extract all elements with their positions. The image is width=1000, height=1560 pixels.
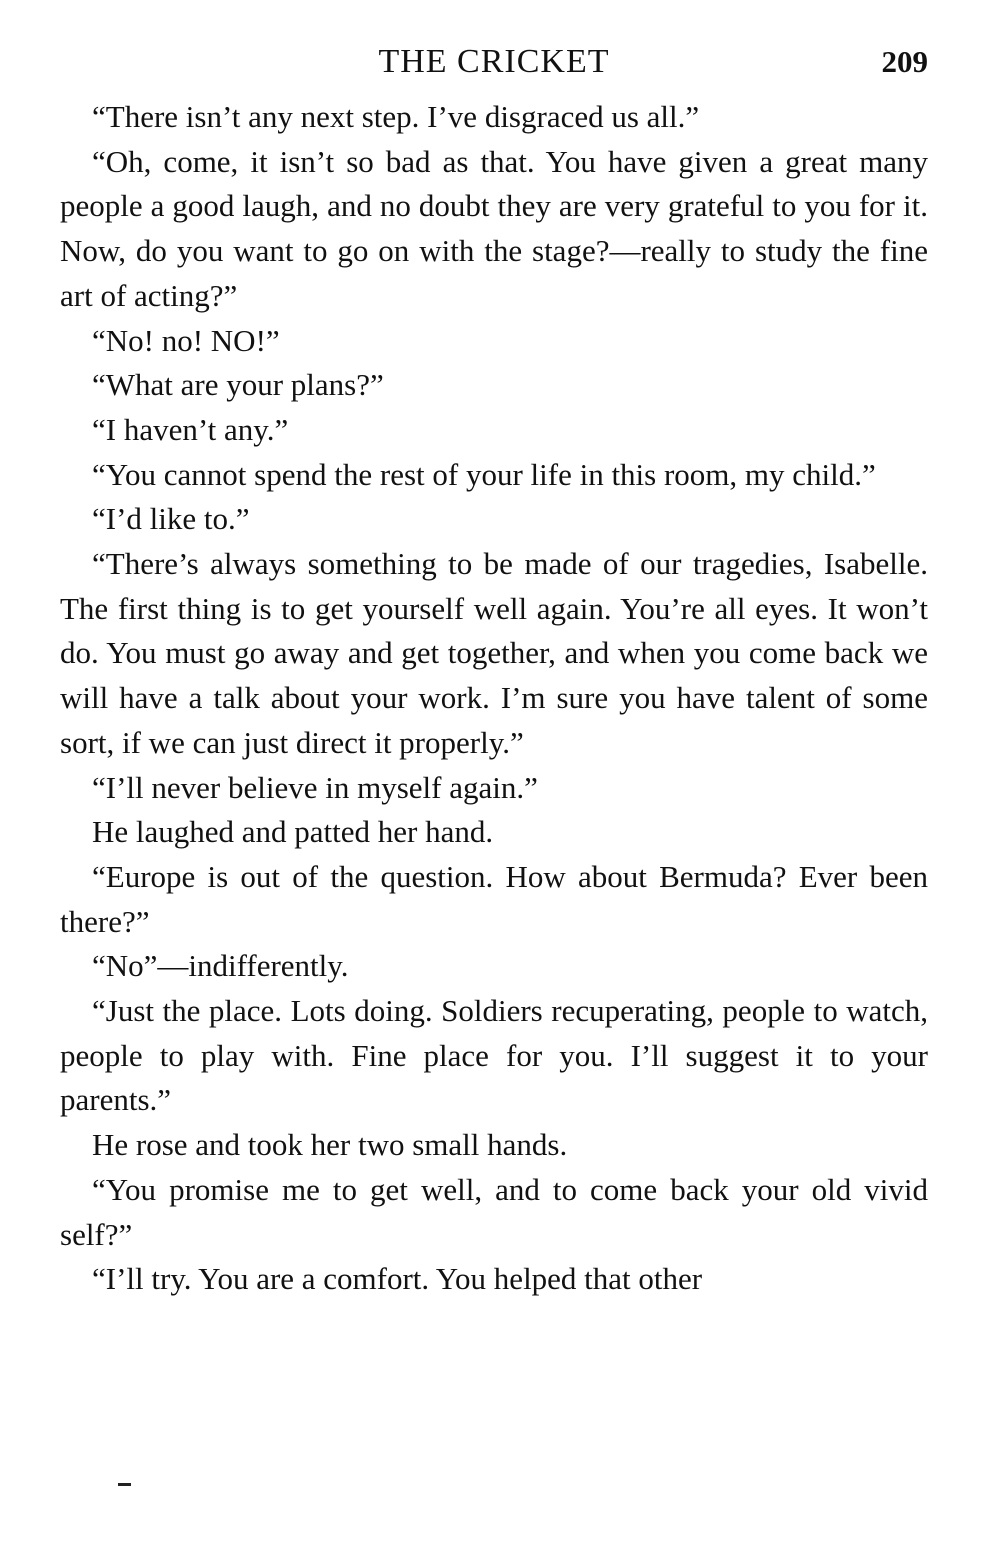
paragraph: “Europe is out of the question. How about Bermuda? Ever been there?” (60, 858, 928, 939)
running-title: THE CRICKET (378, 43, 610, 80)
page-header (60, 38, 928, 86)
paragraph: “No”—indifferently. (92, 948, 349, 984)
paragraph: “You promise me to get well, and to come back your old vivid self?” (60, 1171, 928, 1252)
paragraph: “I haven’t any.” (92, 411, 289, 447)
paragraph: He rose and took her two small hands. (92, 1127, 568, 1163)
body-text (60, 95, 928, 1302)
paragraph: He laughed and patted her hand. (92, 814, 494, 850)
paragraph: “Oh, come, it isn’t so bad as that. You have given a great many people a good laugh, and no doubt they are very grateful to you for it. Now, do you want to go on with the stage?—really to study the fine art of acting?” (60, 143, 928, 313)
paragraph: “You cannot spend the rest of your life in this room, my child.” (92, 456, 876, 492)
paragraph: “I’ll try. You are a comfort. You helped that other (92, 1261, 703, 1297)
paragraph: “Just the place. Lots doing. Soldiers recuperating, people to watch, people to play with. Fine place for you. I’ll suggest it to your parents.” (60, 993, 928, 1118)
paragraph: “There isn’t any next step. I’ve disgraced us all.” (92, 99, 700, 134)
paragraph: “I’d like to.” (92, 501, 250, 537)
paragraph: “There’s always something to be made of our tragedies, Isabelle. The first thing is to get yourself well again. You’re all eyes. It won’t do. You must go away and get together, and when you come back we will have a talk about your work. I’m sure you have talent of some sort, if we can just direct it properly.” (60, 546, 928, 760)
paragraph: “I’ll never believe in myself again.” (92, 769, 538, 805)
print-mark (118, 1483, 131, 1486)
paragraph: “What are your plans?” (92, 367, 384, 403)
page-number: 209 (881, 44, 928, 79)
paragraph: “No! no! NO!” (92, 322, 280, 358)
